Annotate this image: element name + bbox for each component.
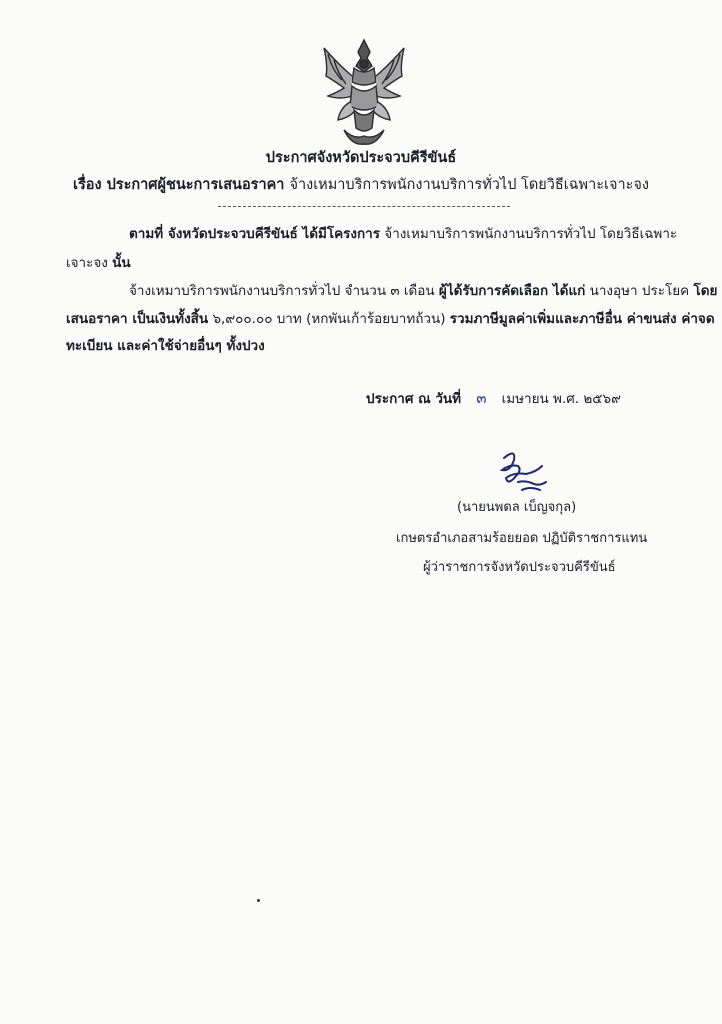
subject-text: จ้างเหมาบริการพนักงานบริการทั่วไป โดยวิธีเฉพาะเจาะจง xyxy=(289,177,649,193)
p2-selected-label: ผู้ได้รับการคัดเลือก ได้แก่ xyxy=(438,283,586,299)
date-day: ๓ xyxy=(476,389,487,407)
paragraph-1-line-2 xyxy=(66,251,131,273)
date-prefix: ประกาศ ณ วันที่ xyxy=(366,391,462,407)
paragraph-2-line-3: ทะเบียน และค่าใช้จ่ายอื่นๆ ทั้งปวง xyxy=(66,338,265,354)
p2-winner-name: นางอุษา ประโยค xyxy=(589,283,690,299)
p1-lead: ตามที่ จังหวัดประจวบคีรีขันธ์ ได้มีโครงการ xyxy=(129,226,380,242)
p2-price-amount: ๖,๙๐๐.๐๐ บาท (หกพันเก้าร้อยบาทถ้วน) xyxy=(212,311,446,327)
subject-line xyxy=(0,173,722,196)
paragraph-1-line-1 xyxy=(129,222,677,244)
paragraph-2-line-2 xyxy=(66,307,715,329)
p1-project: จ้างเหมาบริการพนักงานบริการทั่วไป โดยวิธีเฉพาะ xyxy=(384,226,678,242)
announcement-date xyxy=(366,386,621,410)
scan-speck xyxy=(257,899,260,902)
subject-label: เรื่อง ประกาศผู้ชนะการเสนอราคา xyxy=(73,177,285,193)
paragraph-2-line-1 xyxy=(129,279,717,301)
p1-project-cont: เจาะจง xyxy=(66,255,108,271)
signer-authority: ผู้ว่าราชการจังหวัดประจวบคีรีขันธ์ xyxy=(423,560,616,575)
signer-position: เกษตรอำเภอสามร้อยยอด ปฏิบัติราชการแทน xyxy=(396,531,648,546)
date-month-year: เมษายน พ.ศ. ๒๕๖๙ xyxy=(501,391,621,407)
p2-tax-note: รวมภาษีมูลค่าเพิ่มและภาษีอื่น ค่าขนส่ง ค่าจด xyxy=(449,311,715,327)
handwritten-signature xyxy=(496,446,552,494)
p2-price-label: เสนอราคา เป็นเงินทั้งสิ้น xyxy=(66,311,209,327)
signer-name: (นายนพดล เบ็ญจกุล) xyxy=(457,500,577,515)
p2-service: จ้างเหมาบริการพนักงานบริการทั่วไป จำนวน ๓ เดือน xyxy=(129,283,435,299)
dashed-divider xyxy=(218,206,510,207)
garuda-emblem xyxy=(314,36,414,148)
p2-by: โดย xyxy=(693,283,718,299)
page-title: ประกาศจังหวัดประจวบคีรีขันธ์ xyxy=(265,150,457,166)
p1-end: นั้น xyxy=(112,255,131,271)
